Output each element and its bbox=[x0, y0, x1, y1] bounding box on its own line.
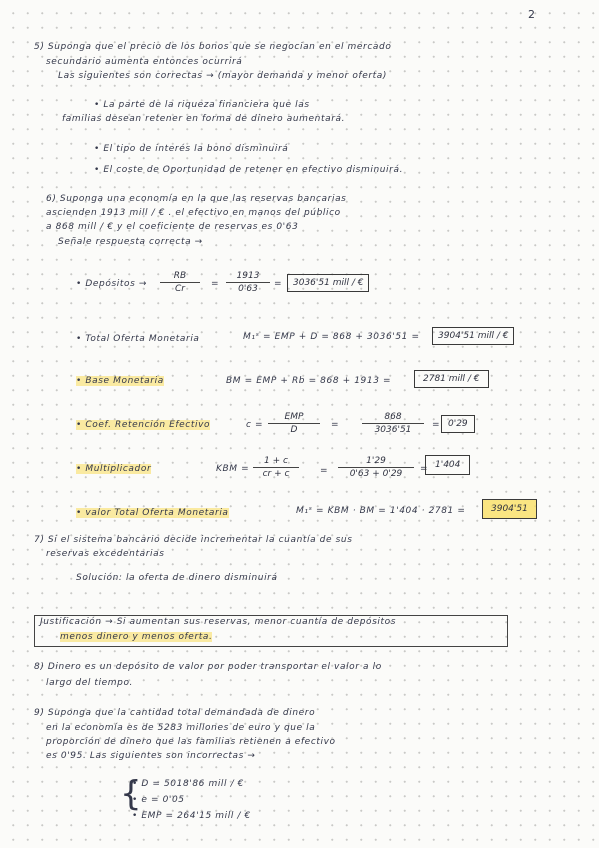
mult-fraction-values bbox=[338, 456, 414, 479]
base-label: • Base Monetaria bbox=[76, 376, 164, 386]
depositos-fraction-values bbox=[226, 271, 270, 294]
mult-denominator-value: 0'63 + 0'29 bbox=[349, 469, 403, 479]
q9-item1: • D = 5018'86 mill / € bbox=[132, 779, 245, 789]
q9-brace: { bbox=[120, 774, 143, 814]
coef-fraction bbox=[268, 412, 320, 435]
depositos-denominator: Cr bbox=[175, 284, 185, 294]
mult-label: • Multiplicador bbox=[76, 464, 152, 474]
valor-label bbox=[76, 508, 229, 518]
q5-item1a: • La parte de la riqueza financiera que las bbox=[94, 100, 310, 110]
q9-line4: es 0'95. Las siguientes son incorrectas → bbox=[46, 751, 256, 761]
q9-line3: proporción de dinero que las familias retienen a efectivo bbox=[46, 737, 336, 747]
coef-c: c = bbox=[246, 420, 264, 430]
base-result: 2781 mill / € bbox=[414, 370, 489, 388]
mult-fraction bbox=[253, 456, 299, 479]
q5-line3: Las siguientes son correctas → (mayor demanda y menor oferta) bbox=[58, 71, 387, 81]
q5-item3: • El coste de Oportunidad de retener en efectivo disminuirá. bbox=[94, 165, 404, 175]
coef-denominator: D bbox=[290, 425, 298, 435]
q5-line1: 5) Suponga que el precio de los bonos que se negocian en el mercado bbox=[34, 42, 392, 52]
q6-line2: ascienden 1913 mill / € . el efectivo en manos del público bbox=[46, 208, 341, 218]
depositos-equals-2: = bbox=[274, 279, 283, 289]
oferta-label: • Total Oferta Monetaria bbox=[76, 334, 200, 344]
coef-equals-1: = bbox=[331, 420, 340, 430]
coef-numerator-value: 868 bbox=[362, 412, 424, 424]
q8-line2: largo del tiempo. bbox=[46, 678, 134, 688]
mult-numerator-value: 1'29 bbox=[338, 456, 414, 468]
q9-line2: en la economía es de 5283 millones de euro y que la bbox=[46, 723, 316, 733]
depositos-denominator-value: 0'63 bbox=[238, 284, 258, 294]
mult-equals-2: = bbox=[420, 464, 429, 474]
valor-label-text: • valor Total Oferta Monetaria bbox=[76, 508, 229, 518]
valor-formula: M₁ˢ = KBM · BM = 1'404 · 2781 = bbox=[296, 506, 466, 516]
q5-item2: • El tipo de interés la bono disminuirá bbox=[94, 144, 289, 154]
q6-line4: Señale respuesta correcta → bbox=[58, 237, 203, 247]
q7-justification-line2 bbox=[60, 632, 212, 642]
oferta-formula: M₁ˢ = EMP + D = 868 + 3036'51 = bbox=[243, 332, 420, 342]
mult-result: 1'404 bbox=[425, 455, 470, 475]
q6-line1: 6) Suponga una economía en la que las reservas bancarias bbox=[46, 194, 347, 204]
q7-line2: reservas excedentarias bbox=[46, 549, 165, 559]
page-number: 2 bbox=[528, 8, 536, 21]
mult-equals-1: = bbox=[320, 466, 329, 476]
depositos-label: • Depósitos → bbox=[76, 279, 147, 289]
depositos-numerator-value: 1913 bbox=[226, 271, 270, 283]
q9-item3: • EMP = 264'15 mill / € bbox=[132, 811, 251, 821]
valor-result: 3904'51 bbox=[482, 499, 537, 519]
mult-denominator: cr + c bbox=[262, 469, 290, 479]
coef-denominator-value: 3036'51 bbox=[374, 425, 412, 435]
q7-line1: 7) Si el sistema bancario decide incrementar la cuantía de sus bbox=[34, 535, 353, 545]
oferta-result: 3904'51 mill / € bbox=[432, 327, 514, 345]
depositos-equals-1: = bbox=[211, 279, 220, 289]
q7-justification-line1: Justificación → Si aumentan sus reservas, menor cuantía de depósitos bbox=[40, 617, 397, 627]
depositos-numerator: RB bbox=[160, 271, 200, 283]
coef-label: • Coef. Retención Efectivo bbox=[76, 420, 211, 430]
coef-fraction-values bbox=[362, 412, 424, 435]
q8-line1: 8) Dinero es un depósito de valor por poder transportar el valor a lo bbox=[34, 662, 382, 672]
coef-equals-2: = bbox=[432, 420, 441, 430]
q7-justification-line2-text: menos dinero y menos oferta. bbox=[60, 632, 213, 642]
coef-numerator: EMP bbox=[268, 412, 320, 424]
mult-k: KBM = bbox=[216, 464, 250, 474]
q9-line1: 9) Suponga que la cantidad total demandada de dinero bbox=[34, 708, 316, 718]
q5-item1b: familias desean retener en forma de dinero aumentará. bbox=[62, 114, 346, 124]
q7-solucion: Solución: la oferta de dinero disminuirá bbox=[76, 573, 278, 583]
q5-line2: secundario aumenta entonces ocurrirá bbox=[46, 57, 243, 67]
depositos-fraction bbox=[160, 271, 200, 294]
q6-line3: a 868 mill / € y el coeficiente de reservas es 0'63 bbox=[46, 222, 299, 232]
q9-item2: • e = 0'05 bbox=[132, 795, 185, 805]
base-formula: BM = EMP + Rb = 868 + 1913 = bbox=[226, 376, 392, 386]
coef-result: 0'29 bbox=[441, 415, 475, 433]
mult-numerator: 1 + c bbox=[253, 456, 299, 468]
depositos-result: 3036'51 mill / € bbox=[287, 274, 369, 292]
